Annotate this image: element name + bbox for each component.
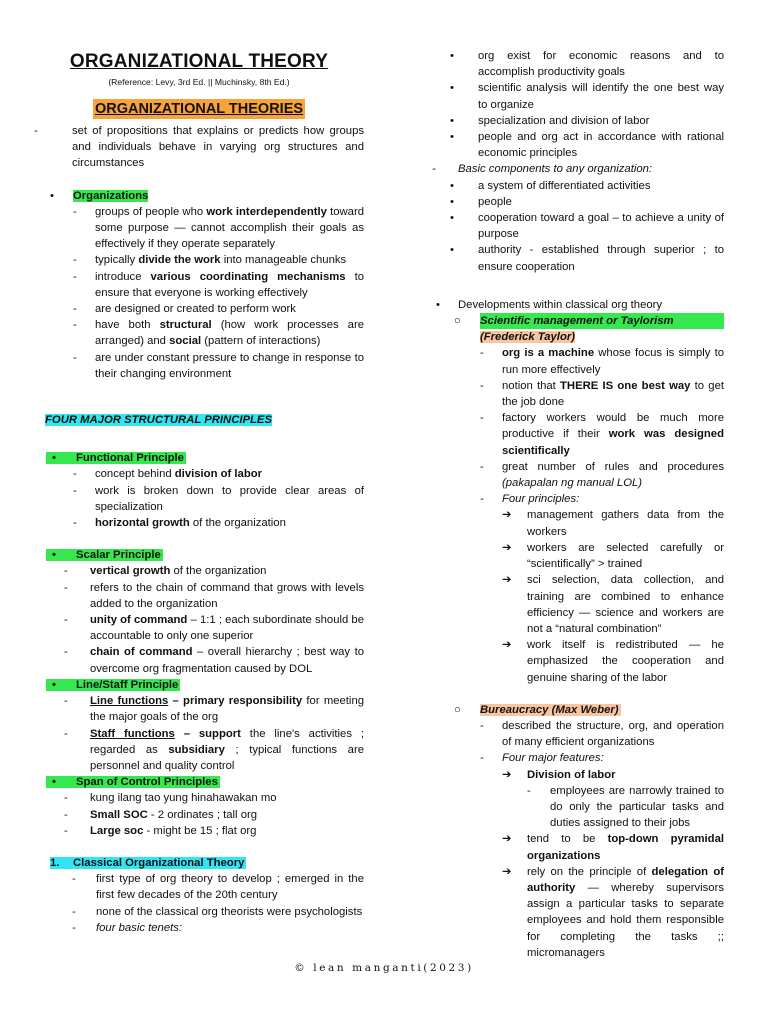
list-item: - Four major features: [480,752,604,765]
list-item: - Large soc - might be 15 ; flat org [64,824,257,837]
list-item: - notion that THERE IS one best way to get the job done [480,379,724,409]
right-column [432,48,724,961]
list-item: - employees are narrowly trained to do only the particular tasks and duties assigned to their jobs [527,784,724,830]
list-item: - refers to the chain of command that grows with levels added to the organization [64,581,364,610]
definition-item: - set of propositions that explains or predicts how groups and individuals behave in varying org structures and circumstances [34,125,364,170]
scientific-management-list [480,345,724,685]
list-item: ➔ work itself is redistributed — he emphasized the cooperation and genuine sharing of the labor [502,639,724,684]
list-item: ➔ sci selection, data collection, and training are combined to enhance efficiency — science and workers are not a “natural combination” [502,574,724,635]
list-item: - first type of org theory to develop ; emerged in the first few decades of the 20th century [72,873,364,902]
functional-heading: • Functional Principle [46,450,364,466]
section-subtitle: ORGANIZATIONAL THEORIES [94,101,304,117]
list-item: - four basic tenets: [72,921,183,934]
list-item: - have both structural (how work processes are arranged) and social (pattern of interactions) [73,319,364,348]
left-column [34,50,364,936]
list-item: ➔ workers are selected carefully or “scientifically” > trained [502,541,724,571]
four-principles-list [502,507,724,685]
features-list [502,767,724,961]
functional-list [73,466,364,531]
list-item: - are under constant pressure to change in response to their changing environment [73,351,364,380]
developments-heading: • Developments within classical org theory [436,298,663,311]
list-item: - Four principles: [480,493,580,506]
classical-heading: 1. Classical Organizational Theory [50,856,245,869]
list-item: • people [450,195,512,208]
list-item: • people and org act in accordance with rational economic principles [450,131,724,160]
span-heading: • Span of Control Principles [46,774,364,790]
page-title: ORGANIZATIONAL THEORY [69,51,329,72]
components-list [450,178,724,275]
list-item: - chain of command – overall hierarchy ; best way to overcome org fragmentation caused by DOL [64,646,364,675]
list-item: - horizontal growth of the organization [73,517,286,530]
scientific-management-heading: ○ Scientific management or Taylorism (Frederick Taylor) [454,313,724,345]
list-item: • org exist for economic reasons and to accomplish productivity goals [450,50,724,79]
list-item: - work is broken down to provide clear areas of specialization [73,484,364,513]
list-item: - none of the classical org theorists were psychologists [72,905,363,918]
list-item: • specialization and division of labor [450,114,650,127]
linestaff-list [64,693,364,774]
list-item: - are designed or created to perform work [73,303,296,316]
footer-credit: © lean manganti(2023) [294,962,474,974]
list-item: - typically divide the work into manageable chunks [73,254,347,267]
list-item: • scientific analysis will identify the one best way to organize [450,82,724,111]
bureaucracy-heading: ○ Bureaucracy (Max Weber) [454,703,619,716]
list-item: - Small SOC - 2 ordinates ; tall org [64,808,258,821]
scalar-heading: • Scalar Principle [46,547,364,563]
bureaucracy-list [480,718,724,961]
list-item: - factory workers would be much more productive if their work was designed scientifically [480,412,724,457]
reference-line: (Reference: Levy, 3rd Ed. || Muchinsky, 8th Ed.) [108,77,290,87]
list-item: - org is a machine whose focus is simply to run more effectively [480,347,724,376]
list-item: - unity of command – 1:1 ; each subordinate should be accountable to only one superior [64,614,365,643]
list-item: - introduce various coordinating mechanisms to ensure that everyone is working effectively [73,270,364,299]
list-item: - kung ilang tao yung hinahawakan mo [64,792,277,805]
organizations-list [73,204,364,382]
list-item: • cooperation toward a goal – to achieve a unity of purpose [450,212,724,241]
classical-list [72,871,364,936]
list-item: • a system of differentiated activities [450,179,651,192]
list-item: ➔ tend to be top-down pyramidal organizations [502,833,725,862]
list-item: ➔ rely on the principle of delegation of authority — whereby supervisors assign a particular tasks to separate employees and hold them responsible for completing the tasks ;; micromanagers [502,865,724,959]
linestaff-heading: • Line/Staff Principle [46,677,364,693]
list-item: - concept behind division of labor [73,468,263,481]
list-item: - great number of rules and procedures (pakapalan ng manual LOL) [480,460,724,490]
list-item: ➔ management gathers data from the workers [502,509,724,538]
list-item: • authority - established through superior ; to ensure cooperation [450,244,724,273]
list-item: - Line functions – primary responsibility for meeting the major goals of the org [64,695,365,724]
span-list [64,790,364,839]
list-item: - groups of people who work interdependently toward some purpose — cannot accomplish their goals as effectively if they operate separately [73,205,364,251]
list-item: - Staff functions – support the line's activities ; regarded as subsidiary ; typical functions are personnel and quality control [64,727,365,772]
organizations-heading: • Organizations [50,189,149,202]
list-item: ➔ Division of labor [502,768,616,781]
tenets-list [450,48,724,161]
list-item: - described the structure, org, and operation of many efficient organizations [480,719,724,749]
structural-principles-heading: FOUR MAJOR STRUCTURAL PRINCIPLES [45,414,272,427]
basic-components-heading: - Basic components to any organization: [432,163,653,176]
scalar-list [64,563,364,676]
list-item: - vertical growth of the organization [64,565,267,578]
